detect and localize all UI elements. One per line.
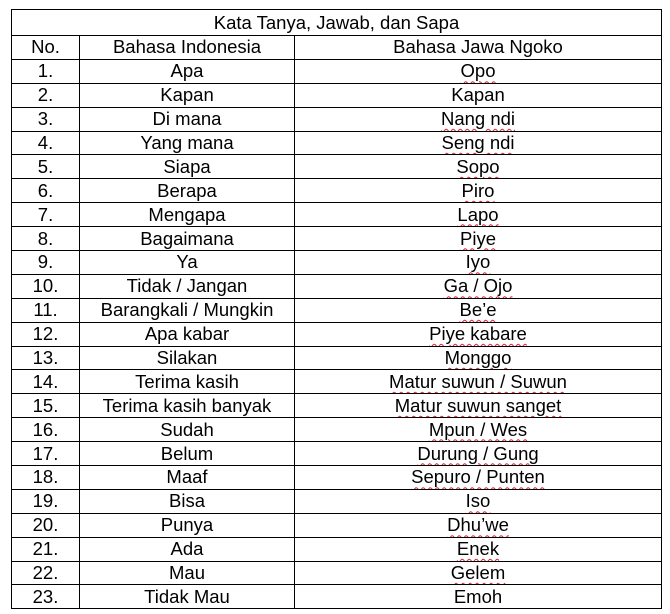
row-number: 19.	[12, 489, 80, 513]
table-row	[12, 107, 662, 131]
indonesian-word: Punya	[80, 513, 295, 537]
javanese-word-text: Nang ndi	[440, 108, 516, 130]
javanese-word	[295, 418, 662, 442]
table-row	[12, 155, 662, 179]
javanese-word-text: Piro	[461, 179, 495, 201]
indonesian-word: Mengapa	[80, 203, 295, 227]
row-number: 18.	[12, 466, 80, 490]
javanese-word	[295, 370, 662, 394]
indonesian-word: Siapa	[80, 155, 295, 179]
javanese-word-text: Sopo	[456, 155, 500, 177]
table-row	[12, 203, 662, 227]
javanese-word	[295, 83, 662, 107]
table-row	[12, 513, 662, 537]
javanese-word-text: Opo	[460, 60, 496, 82]
javanese-word	[295, 274, 662, 298]
row-number: 1.	[12, 59, 80, 83]
table-header-row	[12, 36, 662, 60]
javanese-word	[295, 513, 662, 537]
javanese-word-text: Enek	[456, 538, 500, 560]
javanese-word	[295, 346, 662, 370]
javanese-word-text: Matur suwun sanget	[394, 394, 562, 416]
javanese-word	[295, 59, 662, 83]
indonesian-word: Di mana	[80, 107, 295, 131]
javanese-word-text: Mpun / Wes	[428, 418, 528, 440]
javanese-word-text: Emoh	[453, 585, 503, 607]
indonesian-word: Bagaimana	[80, 227, 295, 251]
table-row	[12, 561, 662, 585]
javanese-word	[295, 322, 662, 346]
row-number: 16.	[12, 418, 80, 442]
indonesian-word: Barangkali / Mungkin	[80, 298, 295, 322]
indonesian-word: Maaf	[80, 466, 295, 490]
document-page	[11, 9, 661, 609]
row-number: 9.	[12, 251, 80, 275]
javanese-word	[295, 298, 662, 322]
indonesian-word: Ada	[80, 537, 295, 561]
javanese-word	[295, 179, 662, 203]
indonesian-word: Yang mana	[80, 131, 295, 155]
javanese-word	[295, 489, 662, 513]
indonesian-word: Apa kabar	[80, 322, 295, 346]
javanese-word-text: Dhu’we	[447, 514, 509, 536]
indonesian-word: Mau	[80, 561, 295, 585]
javanese-word	[295, 585, 662, 609]
indonesian-word: Tidak Mau	[80, 585, 295, 609]
row-number: 6.	[12, 179, 80, 203]
table-row	[12, 537, 662, 561]
javanese-word	[295, 107, 662, 131]
table-row	[12, 585, 662, 609]
table-row	[12, 418, 662, 442]
table-row	[12, 179, 662, 203]
row-number: 12.	[12, 322, 80, 346]
javanese-word	[295, 131, 662, 155]
row-number: 14.	[12, 370, 80, 394]
table-row	[12, 274, 662, 298]
table-row	[12, 346, 662, 370]
javanese-word	[295, 251, 662, 275]
javanese-word	[295, 466, 662, 490]
indonesian-word: Silakan	[80, 346, 295, 370]
javanese-word-text: Piye	[460, 227, 496, 249]
javanese-word-text: Gelem	[450, 562, 506, 584]
table-title-row	[12, 10, 662, 36]
table-row	[12, 227, 662, 251]
row-number: 20.	[12, 513, 80, 537]
javanese-word-text: Durung / Gung	[417, 442, 539, 464]
row-number: 2.	[12, 83, 80, 107]
indonesian-word: Tidak / Jangan	[80, 274, 295, 298]
javanese-word	[295, 537, 662, 561]
row-number: 7.	[12, 203, 80, 227]
column-header-no: No.	[12, 36, 80, 60]
table-row	[12, 370, 662, 394]
javanese-word	[295, 561, 662, 585]
table-row	[12, 394, 662, 418]
column-header-indonesian: Bahasa Indonesia	[80, 36, 295, 60]
javanese-word-text: Iyo	[465, 251, 491, 273]
indonesian-word: Sudah	[80, 418, 295, 442]
javanese-word-text: Lapo	[457, 203, 499, 225]
row-number: 8.	[12, 227, 80, 251]
row-number: 5.	[12, 155, 80, 179]
table-row	[12, 466, 662, 490]
table-row	[12, 59, 662, 83]
row-number: 23.	[12, 585, 80, 609]
javanese-word-text: Matur suwun / Suwun	[389, 370, 567, 392]
row-number: 15.	[12, 394, 80, 418]
table-row	[12, 298, 662, 322]
javanese-word-text: Seng ndi	[441, 132, 515, 153]
indonesian-word: Bisa	[80, 489, 295, 513]
table-row	[12, 489, 662, 513]
row-number: 3.	[12, 107, 80, 131]
javanese-word-text: Ga / Ojo	[443, 275, 513, 297]
table-row	[12, 83, 662, 107]
vocabulary-table	[11, 9, 662, 609]
row-number: 10.	[12, 274, 80, 298]
row-number: 11.	[12, 298, 80, 322]
javanese-word-text: Sepuro / Punten	[411, 466, 545, 488]
javanese-word-text: Kapan	[451, 84, 505, 106]
indonesian-word: Terima kasih banyak	[80, 394, 295, 418]
row-number: 22.	[12, 561, 80, 585]
indonesian-word: Apa	[80, 59, 295, 83]
table-body	[12, 59, 662, 608]
javanese-word-text: Monggo	[444, 347, 512, 369]
table-row	[12, 131, 662, 155]
column-header-javanese: Bahasa Jawa Ngoko	[295, 36, 662, 60]
javanese-word	[295, 203, 662, 227]
indonesian-word: Terima kasih	[80, 370, 295, 394]
javanese-word-text: Be’e	[459, 299, 497, 321]
indonesian-word: Kapan	[80, 83, 295, 107]
indonesian-word: Ya	[80, 251, 295, 275]
javanese-word	[295, 155, 662, 179]
table-row	[12, 322, 662, 346]
row-number: 21.	[12, 537, 80, 561]
table-row	[12, 442, 662, 466]
javanese-word	[295, 442, 662, 466]
javanese-word	[295, 394, 662, 418]
row-number: 4.	[12, 131, 80, 155]
javanese-word	[295, 227, 662, 251]
indonesian-word: Belum	[80, 442, 295, 466]
row-number: 17.	[12, 442, 80, 466]
row-number: 13.	[12, 346, 80, 370]
javanese-word-text: Piye kabare	[429, 323, 527, 345]
table-title: Kata Tanya, Jawab, dan Sapa	[12, 10, 662, 36]
javanese-word-text: Iso	[465, 490, 491, 512]
indonesian-word: Berapa	[80, 179, 295, 203]
table-row	[12, 251, 662, 275]
